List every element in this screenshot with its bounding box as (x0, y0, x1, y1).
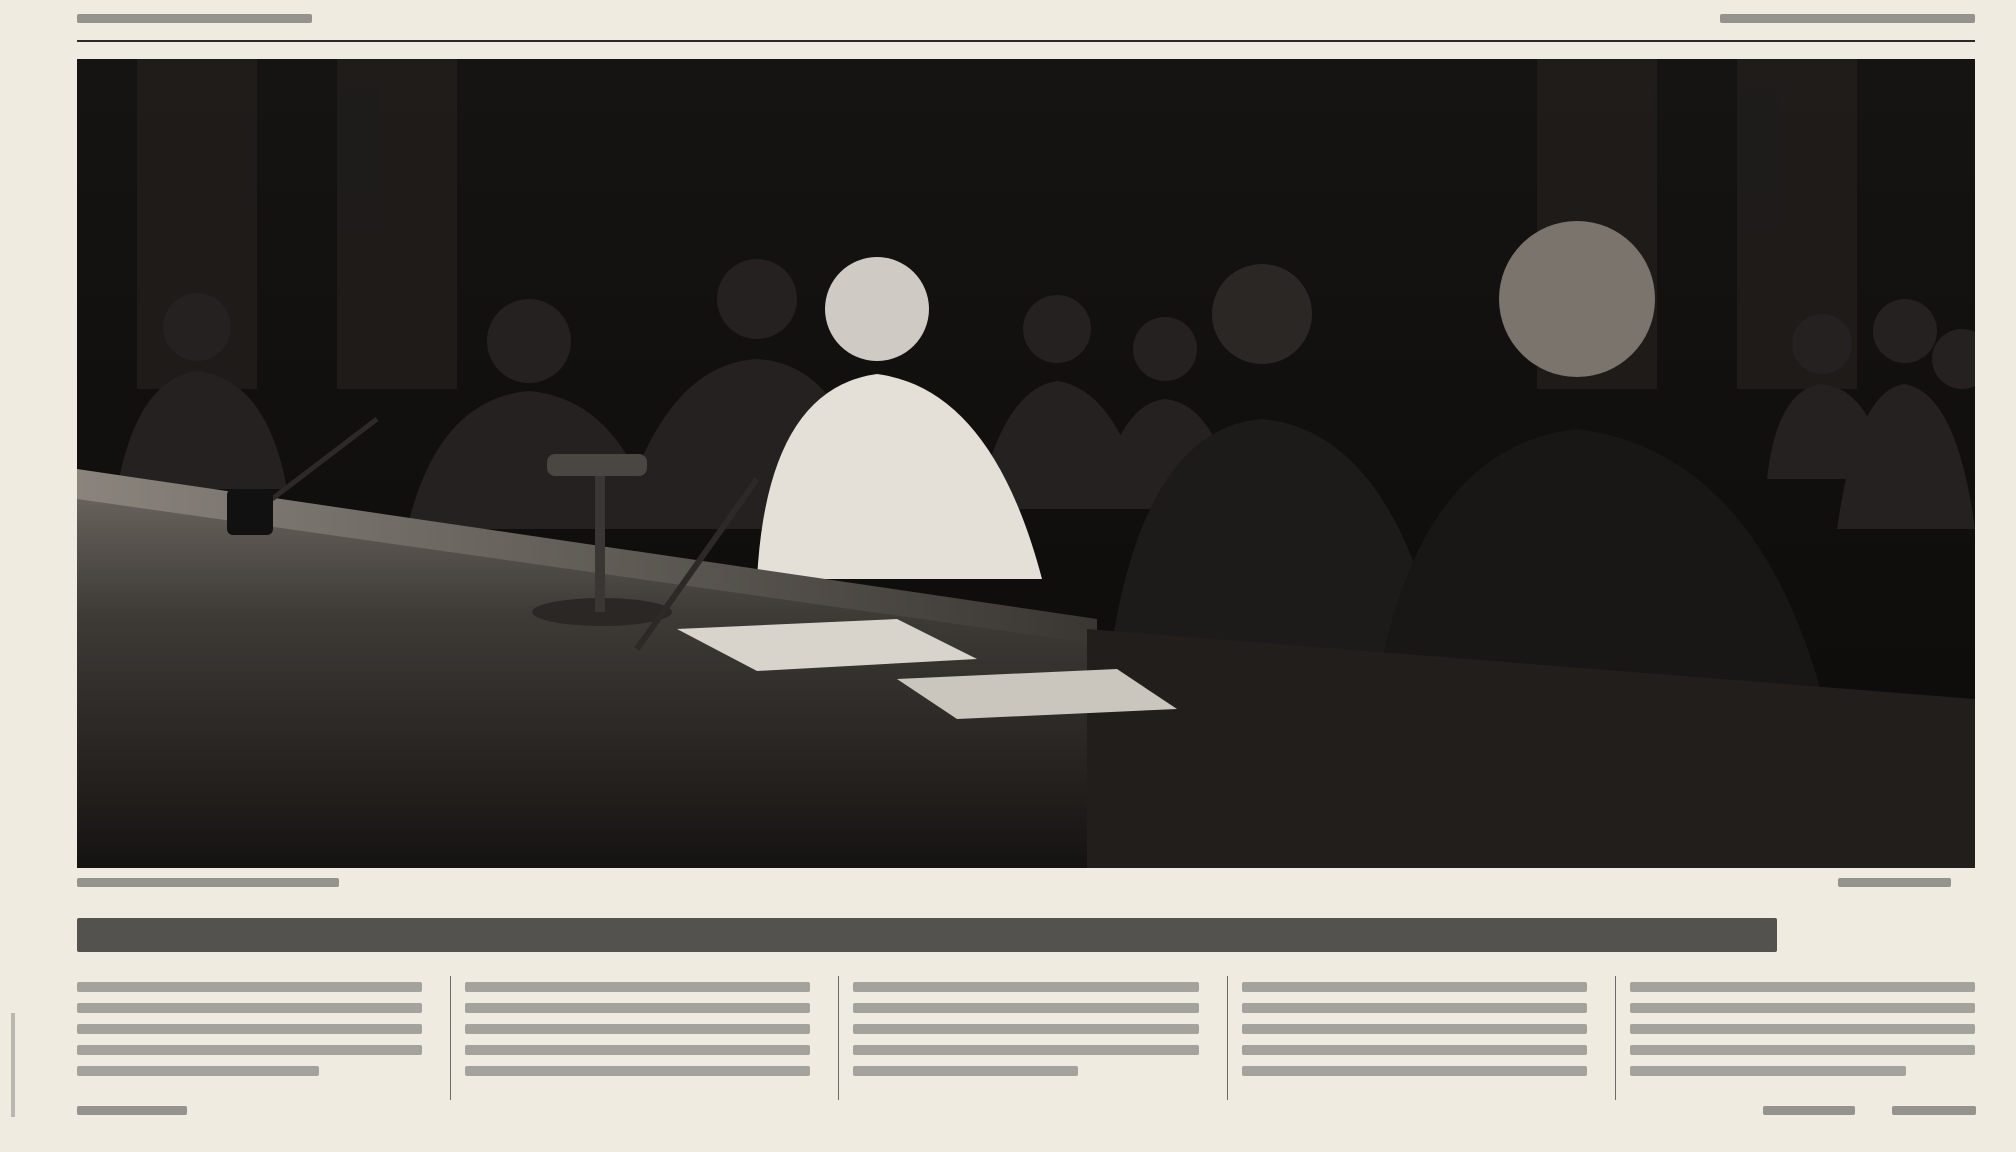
column-text-line (1242, 1003, 1587, 1013)
article-columns (77, 976, 1975, 1100)
photo-caption-right-text (1838, 878, 1951, 887)
footer-mid-text (1763, 1106, 1855, 1115)
column-text-line (465, 1024, 810, 1034)
page-number-text (1892, 1106, 1976, 1115)
running-head-left-text (77, 14, 312, 23)
column-text-line (1630, 1066, 1906, 1076)
article-column (1227, 976, 1587, 1100)
column-text-line (853, 1045, 1198, 1055)
column-text (1630, 982, 1975, 992)
margin-mark (11, 1013, 15, 1117)
lead-photograph (77, 59, 1975, 868)
photo-caption-left (77, 878, 339, 892)
running-head-right (1720, 14, 1975, 32)
article-column (77, 976, 422, 1100)
running-head-right-text (1720, 14, 1975, 23)
column-text-line (1242, 1066, 1587, 1076)
column-text-line (465, 1066, 810, 1076)
column-text (1242, 982, 1587, 992)
article-column (1615, 976, 1975, 1100)
column-text-line (1630, 1024, 1975, 1034)
photo-caption-right (1838, 878, 1951, 892)
column-text-line (1630, 1003, 1975, 1013)
footer-left-text (77, 1106, 187, 1115)
column-text-line (1242, 1045, 1587, 1055)
running-head-left (77, 14, 312, 32)
photo-caption-left-text (77, 878, 339, 887)
column-text-line (853, 1003, 1198, 1013)
headline (77, 898, 1777, 970)
column-text (853, 982, 1198, 992)
column-text-line (1630, 1045, 1975, 1055)
column-text-line (77, 1066, 319, 1076)
column-text (465, 982, 810, 992)
headline-text (77, 918, 1777, 952)
footer-mid (1763, 1106, 1855, 1120)
footer-left (77, 1106, 187, 1120)
article-column (450, 976, 810, 1100)
column-text-line (853, 1066, 1077, 1076)
column-text-line (853, 1024, 1198, 1034)
top-rule (77, 40, 1975, 42)
courtroom-photo (77, 59, 1975, 868)
column-text-line (77, 1024, 422, 1034)
column-text (77, 982, 422, 992)
page-number (1892, 1106, 1976, 1120)
column-text-line (1242, 1024, 1587, 1034)
column-text-line (77, 1003, 422, 1013)
column-text-line (465, 1003, 810, 1013)
article-column (838, 976, 1198, 1100)
column-text-line (465, 1045, 810, 1055)
column-text-line (77, 1045, 422, 1055)
